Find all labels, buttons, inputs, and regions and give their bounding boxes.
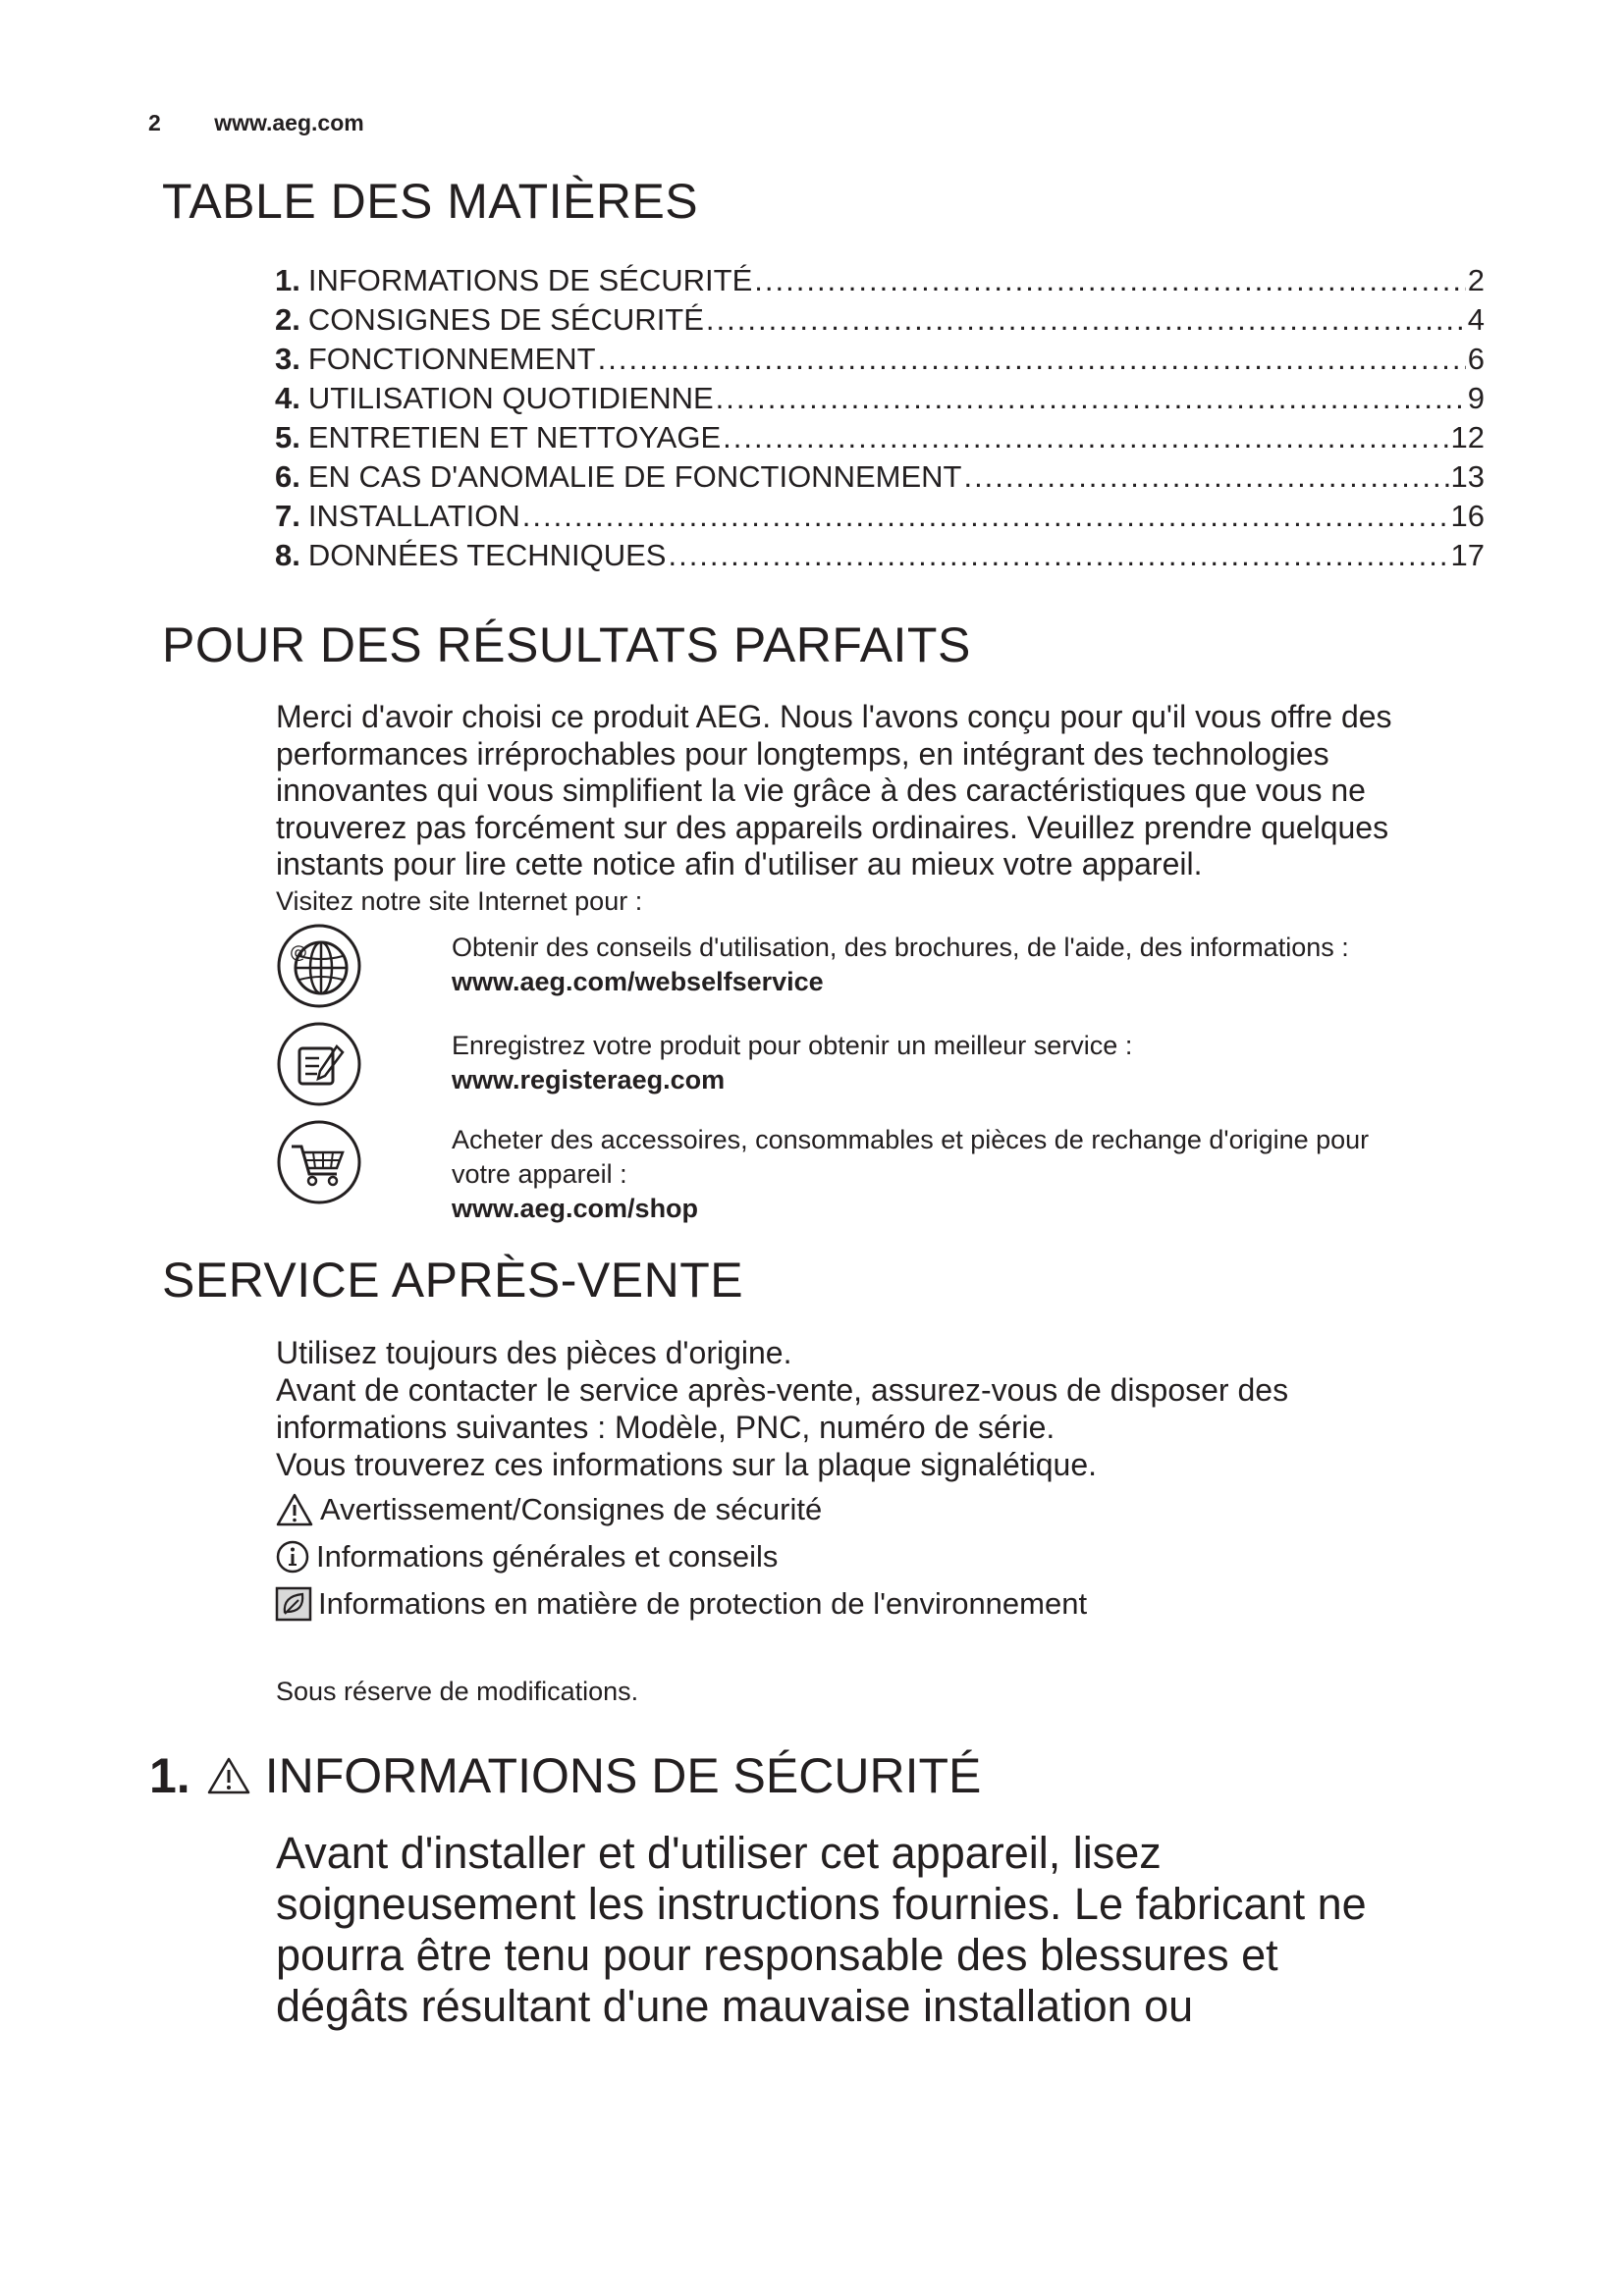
service-link[interactable]: www.aeg.com/webselfservice — [452, 967, 824, 996]
service-description: Enregistrez votre produit pour obtenir un meilleur service : — [452, 1031, 1133, 1060]
section-intro — [276, 1828, 1513, 2032]
toc-item-page: 6 — [1467, 342, 1485, 376]
toc-item-label: INFORMATIONS DE SÉCURITÉ — [307, 263, 753, 297]
paragraph-line: trouverez pas forcément sur des appareils ordinaires. Veuillez prendre quelques — [276, 809, 1389, 845]
toc-item-label: ENTRETIEN ET NETTOYAGE — [307, 420, 722, 454]
toc-item-label: DONNÉES TECHNIQUES — [307, 538, 667, 572]
site-url[interactable]: www.aeg.com — [214, 110, 364, 135]
toc-item-page: 13 — [1450, 459, 1485, 494]
service-description: Obtenir des conseils d'utilisation, des brochures, de l'aide, des informations : — [452, 933, 1349, 962]
service-description: Acheter des accessoires, consommables et pièces de rechange d'origine pour — [452, 1125, 1370, 1154]
section-heading — [149, 1747, 981, 1804]
toc-leader — [963, 457, 1448, 497]
globe-icon — [276, 923, 362, 1009]
modification-note: Sous réserve de modifications. — [276, 1677, 639, 1706]
paragraph-line: innovantes qui vous simplifient la vie grâce à des caractéristiques que vous ne — [276, 773, 1366, 808]
page-header — [148, 110, 364, 136]
page-number: 2 — [148, 110, 161, 135]
paragraph-line: Vous trouverez ces informations sur la plaque signalétique. — [276, 1447, 1098, 1482]
toc-leader — [723, 418, 1448, 457]
toc-item-number: 8. — [275, 538, 300, 572]
toc-item[interactable] — [275, 536, 1485, 575]
symbol-label: Informations générales et conseils — [316, 1539, 779, 1574]
toc-item-number: 3. — [275, 342, 300, 376]
toc-leader — [754, 261, 1465, 300]
toc-item[interactable] — [275, 340, 1485, 379]
service-link[interactable]: www.aeg.com/shop — [452, 1194, 699, 1223]
toc-item-label: EN CAS D'ANOMALIE DE FONCTIONNEMENT — [307, 459, 962, 494]
toc-item[interactable] — [275, 261, 1485, 300]
after-sales-title: SERVICE APRÈS-VENTE — [162, 1253, 744, 1308]
toc-item-label: CONSIGNES DE SÉCURITÉ — [307, 302, 704, 337]
toc-item[interactable] — [275, 300, 1485, 340]
leaf-icon — [275, 1586, 312, 1622]
visit-text: Visitez notre site Internet pour : — [276, 886, 643, 916]
paragraph-line: Utilisez toujours des pièces d'origine. — [276, 1335, 792, 1370]
results-paragraph — [276, 699, 1493, 883]
service-link[interactable]: www.registeraeg.com — [452, 1065, 726, 1095]
toc-item-page: 17 — [1450, 538, 1485, 572]
paragraph-line: Avant d'installer et d'utiliser cet appareil, lisez — [276, 1828, 1162, 1878]
toc-item[interactable] — [275, 418, 1485, 457]
results-title: POUR DES RÉSULTATS PARFAITS — [162, 617, 971, 672]
toc-item-page: 9 — [1467, 381, 1485, 415]
symbol-warning — [275, 1492, 822, 1527]
warning-icon — [275, 1492, 314, 1527]
toc-item-number: 4. — [275, 381, 300, 415]
toc-item-page: 2 — [1467, 263, 1485, 297]
toc-item-number: 1. — [275, 263, 300, 297]
toc-item-number: 7. — [275, 499, 300, 533]
symbol-label: Informations en matière de protection de l'environnement — [318, 1586, 1088, 1621]
paragraph-line: soigneusement les instructions fournies. Le fabricant ne — [276, 1879, 1367, 1929]
paragraph-line: performances irréprochables pour longtemps, en intégrant des technologies — [276, 735, 1329, 772]
symbol-info — [275, 1539, 778, 1575]
toc-item-label: FONCTIONNEMENT — [307, 342, 596, 376]
toc-item-label: INSTALLATION — [307, 499, 520, 533]
toc-item-label: UTILISATION QUOTIDIENNE — [307, 381, 714, 415]
toc-leader — [668, 536, 1448, 575]
service-description-cont: votre appareil : — [452, 1159, 627, 1189]
paragraph-line: informations suivantes : Modèle, PNC, numéro de série. — [276, 1410, 1056, 1445]
paragraph-line: dégâts résultant d'une mauvaise installation ou — [276, 1981, 1194, 2031]
toc-item-page: 4 — [1467, 302, 1485, 337]
toc-item[interactable] — [275, 497, 1485, 536]
toc-item-number: 2. — [275, 302, 300, 337]
after-sales-paragraph — [276, 1334, 1493, 1483]
toc-leader — [522, 497, 1449, 536]
toc-leader — [598, 340, 1466, 379]
svg-text:@: @ — [290, 942, 307, 963]
paragraph-line: Merci d'avoir choisi ce produit AEG. Nous l'avons conçu pour qu'il vous offre des — [276, 699, 1392, 734]
toc-leader — [706, 300, 1466, 340]
toc-item-page: 16 — [1450, 499, 1485, 533]
symbol-label: Avertissement/Consignes de sécurité — [320, 1492, 823, 1526]
toc-item-page: 12 — [1450, 420, 1485, 454]
toc-item[interactable] — [275, 457, 1485, 497]
toc-item-number: 6. — [275, 459, 300, 494]
toc-item-number: 5. — [275, 420, 300, 454]
paragraph-line: instants pour lire cette notice afin d'utiliser au mieux votre appareil. — [276, 846, 1203, 881]
section-number: 1. — [149, 1748, 190, 1803]
table-of-contents — [275, 261, 1485, 575]
paragraph-line: pourra être tenu pour responsable des blessures et — [276, 1930, 1278, 1980]
register-icon — [276, 1021, 362, 1107]
symbol-environment — [275, 1586, 1087, 1622]
toc-leader — [716, 379, 1466, 418]
section-title: INFORMATIONS DE SÉCURITÉ — [264, 1748, 982, 1803]
cart-icon — [276, 1119, 362, 1205]
toc-item[interactable] — [275, 379, 1485, 418]
info-icon — [275, 1539, 310, 1575]
toc-title: TABLE DES MATIÈRES — [162, 174, 699, 229]
warning-icon — [206, 1756, 251, 1795]
paragraph-line: Avant de contacter le service après-vente, assurez-vous de disposer des — [276, 1372, 1289, 1408]
